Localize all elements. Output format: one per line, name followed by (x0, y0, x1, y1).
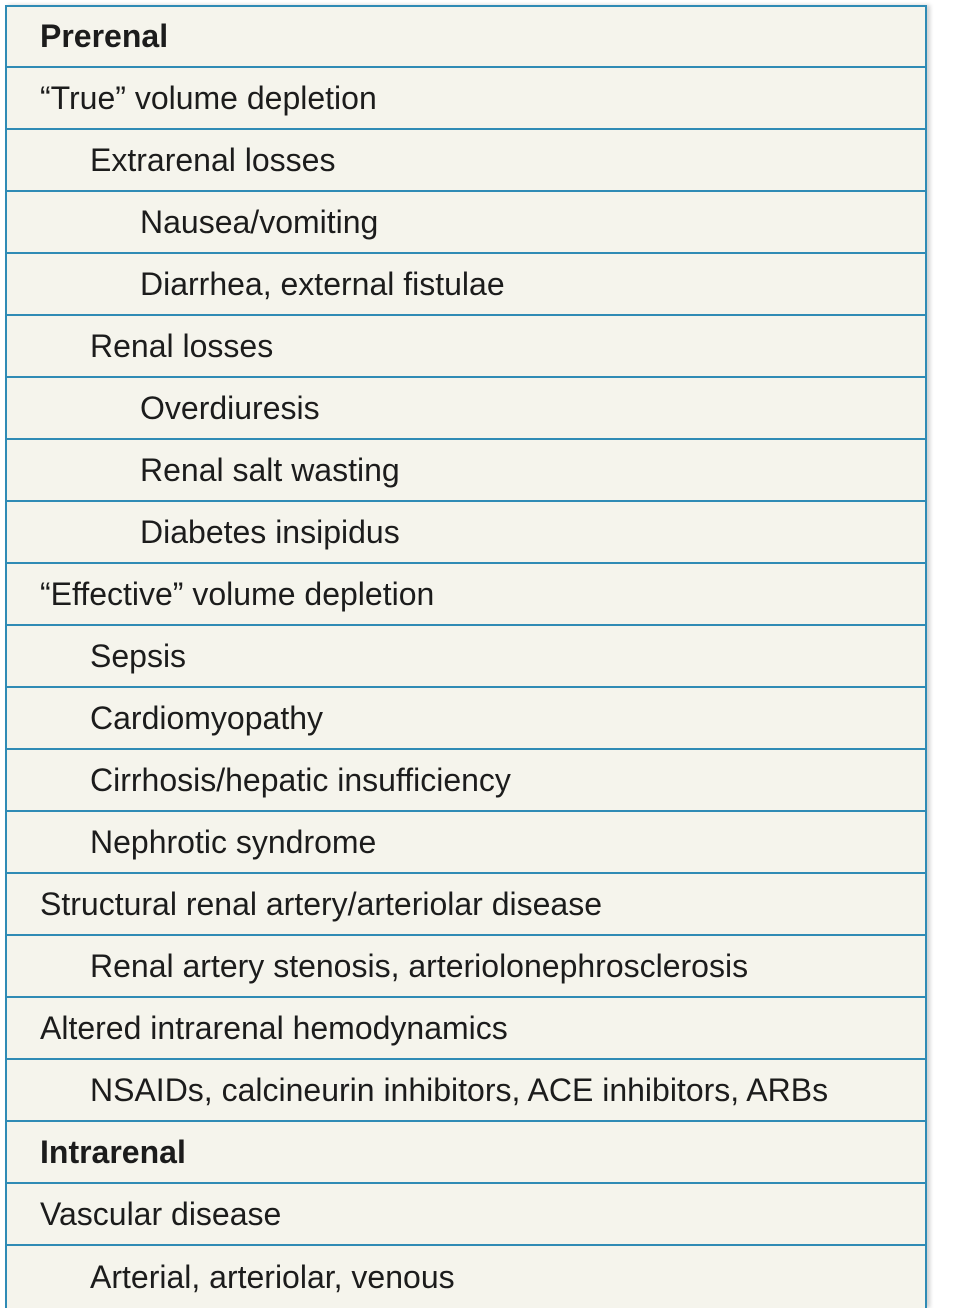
row-text: Structural renal artery/arteriolar disease (40, 885, 603, 922)
row-text: Renal losses (90, 327, 274, 364)
row-text: Arterial, arteriolar, venous (90, 1258, 455, 1295)
table-row (7, 812, 925, 874)
row-text: Altered intrarenal hemodynamics (40, 1009, 508, 1046)
table-row (7, 378, 925, 440)
table-row (7, 68, 925, 130)
table-row (7, 936, 925, 998)
row-text: Cardiomyopathy (90, 699, 323, 736)
row-text: Cirrhosis/hepatic insufficiency (90, 761, 511, 798)
row-text: “True” volume depletion (40, 79, 377, 116)
row-text: Renal artery stenosis, arteriolonephrosclerosis (90, 947, 749, 984)
table-row (7, 192, 925, 254)
table-row (7, 502, 925, 564)
table-row (7, 874, 925, 936)
causes-table (5, 5, 927, 1308)
table-row-intrarenal (7, 1122, 925, 1184)
row-text: “Effective” volume depletion (40, 575, 435, 612)
row-text: Nausea/vomiting (140, 203, 379, 240)
row-text: NSAIDs, calcineurin inhibitors, ACE inhibitors, ARBs (90, 1071, 829, 1108)
table-row (7, 1060, 925, 1122)
row-text: Nephrotic syndrome (90, 823, 377, 860)
table-row (7, 440, 925, 502)
row-text: Renal salt wasting (140, 451, 400, 488)
table-row (7, 626, 925, 688)
row-text: Sepsis (90, 637, 187, 674)
row-text: Vascular disease (40, 1195, 282, 1232)
table-row (7, 564, 925, 626)
table-row (7, 316, 925, 378)
table-row (7, 750, 925, 812)
row-text: Overdiuresis (140, 389, 320, 426)
table-row (7, 254, 925, 316)
table-row-prerenal (7, 7, 925, 68)
row-text: Intrarenal (40, 1133, 186, 1170)
table-row (7, 130, 925, 192)
table-row (7, 1184, 925, 1246)
table-row (7, 998, 925, 1060)
table-row (7, 688, 925, 750)
table-row (7, 1246, 925, 1308)
row-text: Diabetes insipidus (140, 513, 400, 550)
row-text: Extrarenal losses (90, 141, 336, 178)
row-text: Diarrhea, external fistulae (140, 265, 505, 302)
row-text: Prerenal (40, 18, 169, 54)
